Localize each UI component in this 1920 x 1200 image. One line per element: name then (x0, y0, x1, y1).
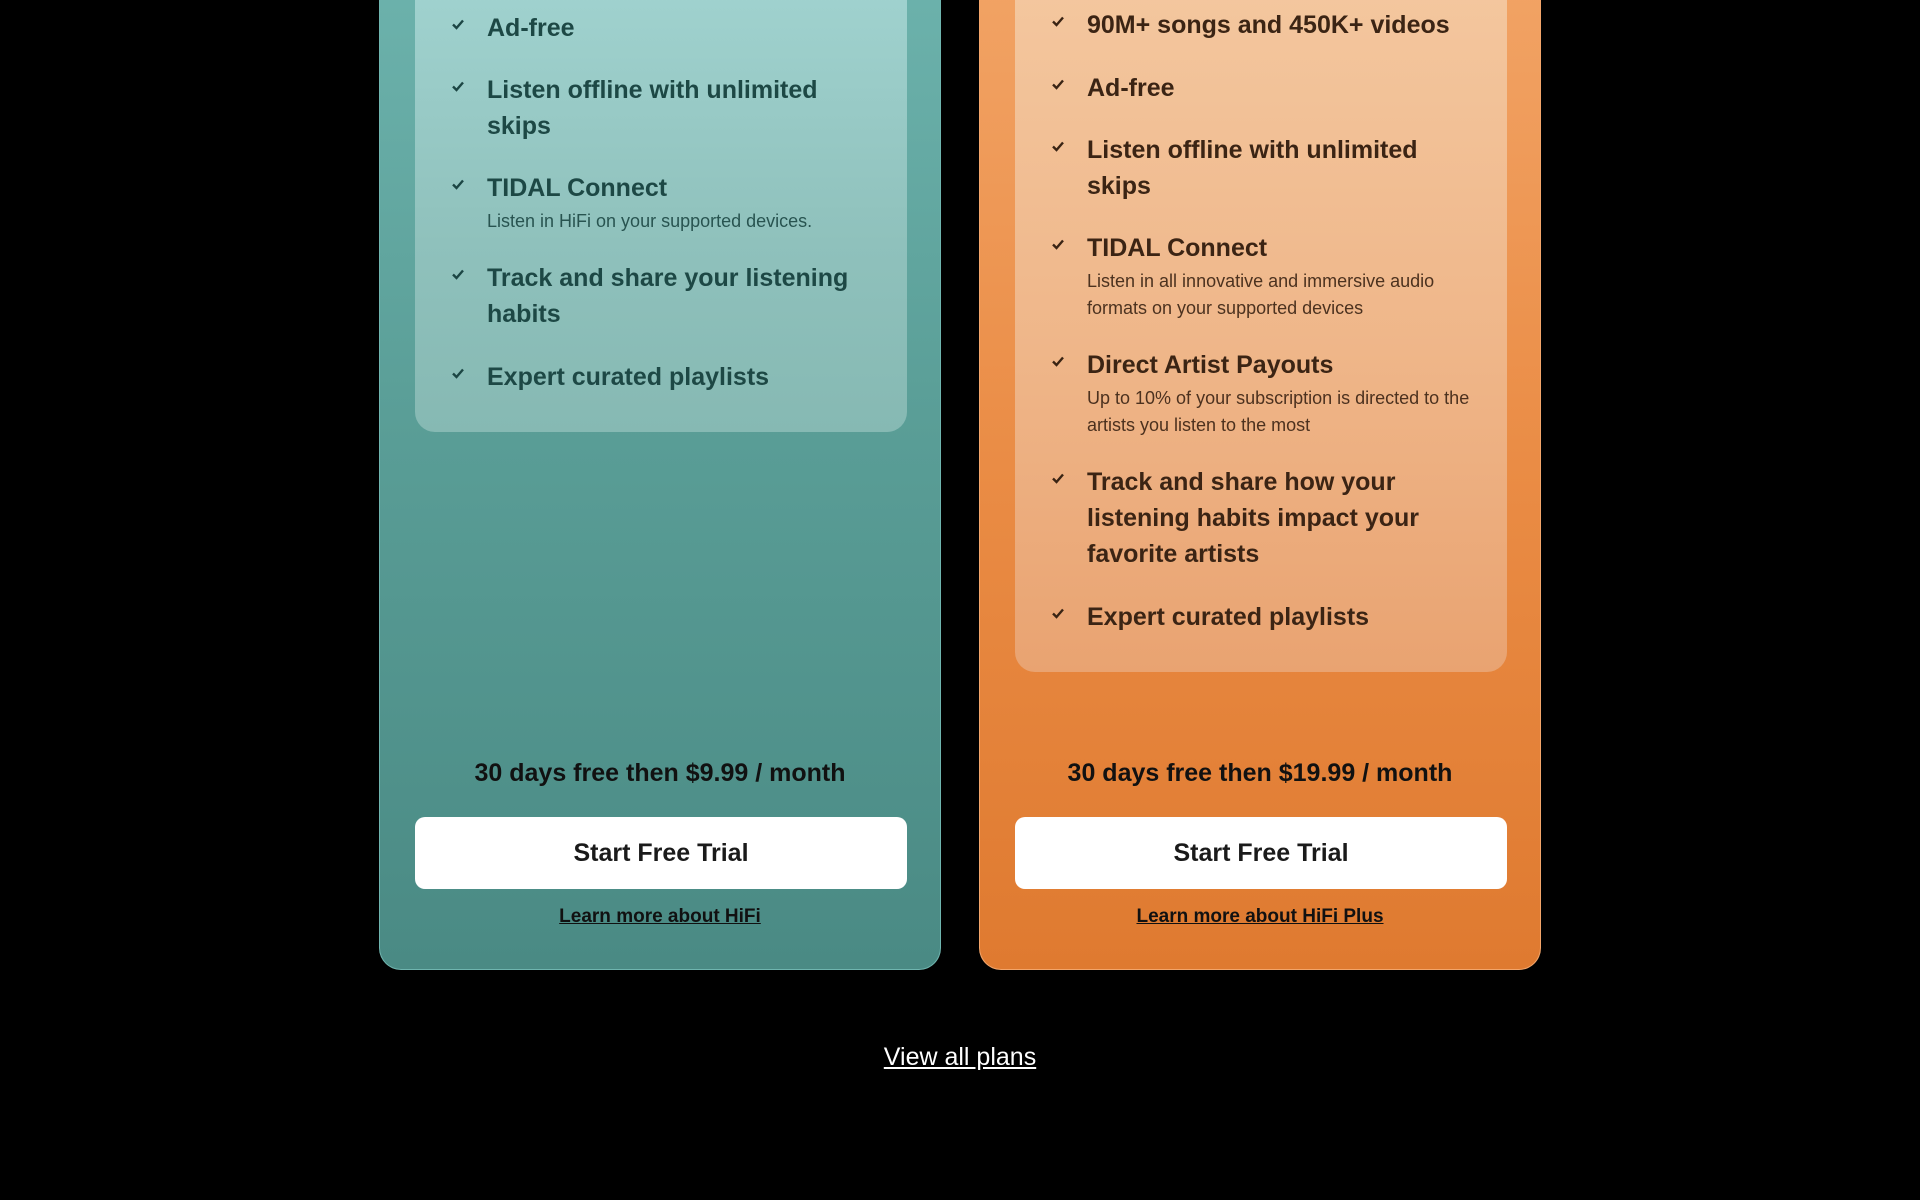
check-icon (1051, 471, 1069, 489)
feature-list (1015, 0, 1507, 672)
check-icon (1051, 354, 1069, 372)
plan-card-hifi-plus (979, 0, 1541, 970)
check-icon (451, 17, 469, 35)
feature-item (1051, 347, 1483, 439)
check-icon (1051, 77, 1069, 95)
check-icon (451, 267, 469, 285)
feature-description: Listen in HiFi on your supported devices. (487, 211, 813, 231)
view-all-plans-container (0, 1043, 1920, 1072)
feature-item (1051, 70, 1483, 106)
feature-item (451, 72, 883, 144)
feature-item (451, 10, 883, 46)
plan-price: 30 days free then $19.99 / month (1067, 759, 1453, 787)
learn-more-container (380, 906, 940, 928)
feature-title: Track and share your listening habits (487, 264, 849, 328)
feature-item (1051, 7, 1483, 43)
plan-price: 30 days free then $9.99 / month (474, 759, 846, 787)
check-icon (1051, 606, 1069, 624)
feature-title: Expert curated playlists (487, 363, 770, 391)
feature-title: Ad-free (1087, 74, 1175, 102)
check-icon (451, 79, 469, 97)
feature-item (1051, 132, 1483, 204)
feature-list (415, 0, 907, 432)
feature-description: Listen in all innovative and immersive audio formats on your supported devices (1087, 271, 1435, 318)
feature-title: TIDAL Connect (1087, 234, 1268, 262)
feature-item (451, 170, 883, 235)
feature-item (451, 359, 883, 395)
feature-description: Up to 10% of your subscription is directed to the artists you listen to the most (1087, 388, 1470, 435)
feature-title: Ad-free (487, 14, 575, 42)
learn-more-link[interactable]: Learn more about HiFi (559, 906, 761, 927)
view-all-plans-link[interactable]: View all plans (883, 1043, 1037, 1071)
feature-title: 90M+ songs and 450K+ videos (1087, 11, 1450, 39)
feature-title: Expert curated playlists (1087, 603, 1370, 631)
feature-title: TIDAL Connect (487, 174, 668, 202)
start-free-trial-button[interactable]: Start Free Trial (1015, 817, 1507, 889)
start-free-trial-button[interactable]: Start Free Trial (415, 817, 907, 889)
feature-title: Listen offline with unlimited skips (487, 76, 818, 140)
feature-title: Listen offline with unlimited skips (1087, 136, 1418, 200)
feature-item (451, 260, 883, 332)
check-icon (1051, 237, 1069, 255)
feature-title: Direct Artist Payouts (1087, 351, 1334, 379)
check-icon (451, 177, 469, 195)
check-icon (1051, 14, 1069, 32)
feature-title: Track and share how your listening habits impact your favorite artists (1087, 468, 1419, 568)
plan-card-hifi (379, 0, 941, 970)
learn-more-link[interactable]: Learn more about HiFi Plus (1136, 906, 1384, 927)
feature-item (1051, 599, 1483, 635)
learn-more-container (980, 906, 1540, 928)
feature-item (1051, 464, 1483, 572)
feature-item (1051, 230, 1483, 322)
check-icon (451, 366, 469, 384)
check-icon (1051, 139, 1069, 157)
